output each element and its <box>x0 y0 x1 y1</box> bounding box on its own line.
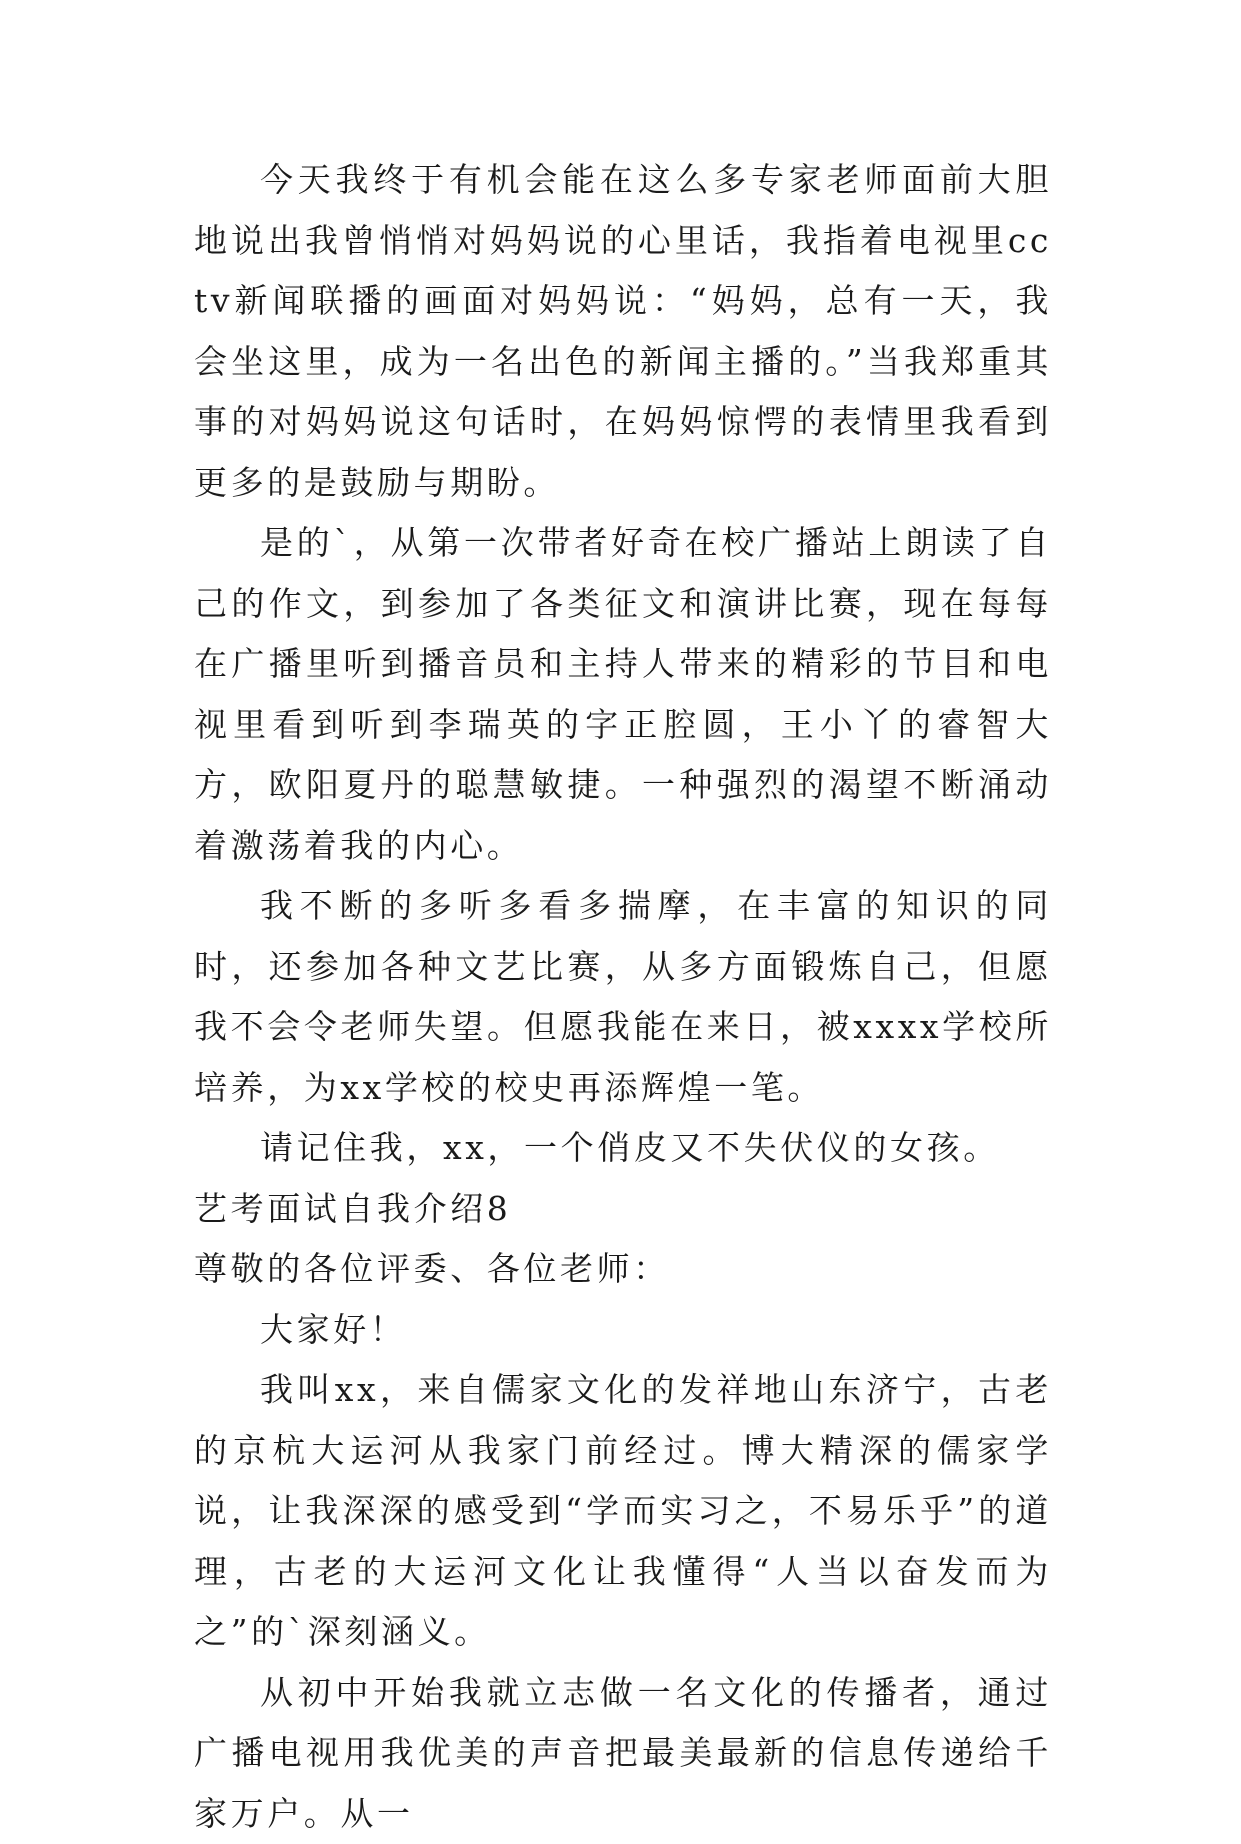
paragraph: 是的`，从第一次带者好奇在校广播站上朗读了自己的作文，到参加了各类征文和演讲比赛，现在每每在广播里听到播音员和主持人带来的精彩的节目和电视里看到听到李瑞英的字正腔圆，王小丫的睿智大方，欧阳夏丹的聪慧敏捷。一种强烈的渴望不断涌动着激荡着我的内心。 <box>194 513 1052 876</box>
paragraph: 我不断的多听多看多揣摩，在丰富的知识的同时，还参加各种文艺比赛，从多方面锻炼自己，但愿我不会令老师失望。但愿我能在来日，被xxxx学校所培养，为xx学校的校史再添辉煌一笔。 <box>194 876 1052 1118</box>
section-heading: 艺考面试自我介绍8 <box>194 1179 1052 1240</box>
paragraph: 请记住我，xx，一个俏皮又不失伏仪的女孩。 <box>194 1118 1052 1179</box>
salutation: 尊敬的各位评委、各位老师： <box>194 1239 1052 1300</box>
paragraph: 从初中开始我就立志做一名文化的传播者，通过广播电视用我优美的声音把最美最新的信息传递给千家万户。从一 <box>194 1663 1052 1844</box>
paragraph: 我叫xx，来自儒家文化的发祥地山东济宁，古老的京杭大运河从我家门前经过。博大精深的儒家学说，让我深深的感受到“学而实习之，不易乐乎”的道理，古老的大运河文化让我懂得“人当以奋发而为之”的`深刻涵义。 <box>194 1360 1052 1663</box>
greeting: 大家好！ <box>194 1300 1052 1361</box>
paragraph: 今天我终于有机会能在这么多专家老师面前大胆地说出我曾悄悄对妈妈说的心里话，我指着电视里cctv新闻联播的画面对妈妈说：“妈妈，总有一天，我会坐这里，成为一名出色的新闻主播的。”当我郑重其事的对妈妈说这句话时，在妈妈惊愕的表情里我看到更多的是鼓励与期盼。 <box>194 150 1052 513</box>
document-body <box>194 150 1052 1844</box>
